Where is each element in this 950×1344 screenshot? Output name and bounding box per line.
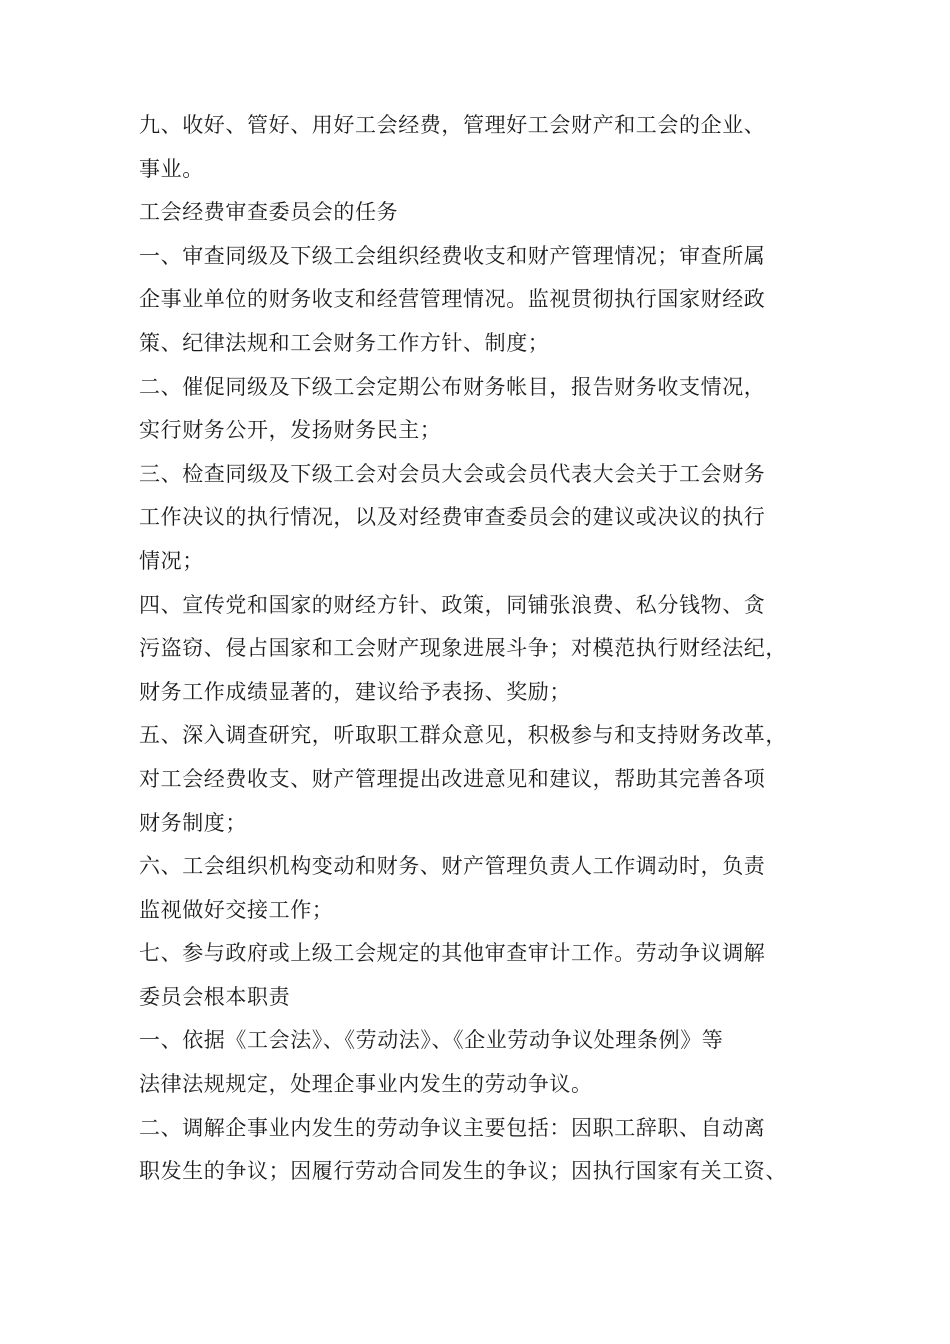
text-line: 九、收好、管好、用好工会经费，管理好工会财产和工会的企业、 [139,113,766,137]
text-line: 七、参与政府或上级工会规定的其他审查审计工作。劳动争议调解 [139,941,766,966]
document-body [139,104,819,1194]
text-line: 财务工作成绩显著的，建议给予表扬、奖励； [139,679,571,704]
text-line: 二、催促同级及下级工会定期公布财务帐目，报告财务收支情况， [139,374,766,399]
text-line: 一、依据《工会法》、《劳动法》、《企业劳动争议处理条例》等 [139,1028,724,1053]
text-line: 法律法规规定，处理企事业内发生的劳动争议。 [139,1072,593,1097]
text-line: 五、深入调查研究，听取职工群众意见，积极参与和支持财务改革， [139,723,787,748]
text-line: 委员会根本职责 [139,984,291,1009]
text-line: 六、工会组织机构变动和财务、财产管理负责人工作调动时，负责 [139,854,766,879]
text-line: 对工会经费收支、财产管理提出改进意见和建议，帮助其完善各项 [139,766,766,791]
text-line: 情况； [139,548,204,573]
section-heading: 工会经费审查委员会的任务 [139,200,399,225]
text-line: 职发生的争议；因履行劳动合同发生的争议；因执行国家有关工资、 [139,1159,787,1184]
text-line: 二、调解企事业内发生的劳动争议主要包括：因职工辞职、自动离 [139,1115,766,1140]
text-line: 三、检查同级及下级工会对会员大会或会员代表大会关于工会财务 [139,461,766,486]
text-line: 策、纪律法规和工会财务工作方针、制度； [139,330,550,355]
text-line: 企事业单位的财务收支和经营管理情况。监视贯彻执行国家财经政 [139,287,766,312]
text-line: 财务制度； [139,810,247,835]
text-line: 四、宣传党和国家的财经方针、政策，同铺张浪费、私分钱物、贪 [139,592,766,617]
text-line: 监视做好交接工作； [139,897,334,922]
text-line: 污盗窃、侵占国家和工会财产现象进展斗争；对模范执行财经法纪， [139,636,787,661]
text-line: 工作决议的执行情况，以及对经费审查委员会的建议或决议的执行 [139,505,766,530]
text-line: 事业。 [139,156,204,181]
text-line: 实行财务公开，发扬财务民主； [139,418,442,443]
text-line: 一、审查同级及下级工会组织经费收支和财产管理情况；审查所属 [139,243,766,268]
